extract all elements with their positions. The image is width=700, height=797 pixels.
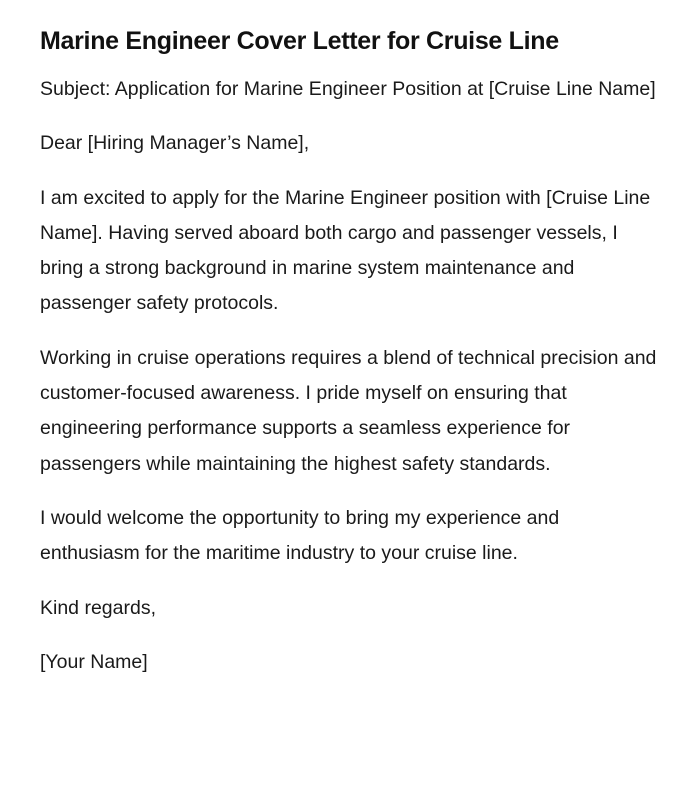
letter-closing: Kind regards, <box>40 596 156 619</box>
letter-paragraph-closing: I would welcome the opportunity to bring my experience and enthusiasm for the maritime industry to your cruise line. <box>40 506 560 565</box>
letter-signature: [Your Name] <box>40 650 148 673</box>
letter-paragraph-body: Working in cruise operations requires a blend of technical precision and customer-focused awareness. I pride myself on ensuring that engineering performance supports a seamless experience for passengers while maintaining the highest safety standards. <box>40 346 657 475</box>
letter-title: Marine Engineer Cover Letter for Cruise Line <box>40 27 559 55</box>
letter-salutation: Dear [Hiring Manager’s Name], <box>40 132 310 155</box>
letter-paragraph-intro: I am excited to apply for the Marine Engineer position with [Cruise Line Name]. Having served aboard both cargo and passenger vessels, I bring a strong background in marine system maintenance and passenger safety protocols. <box>40 186 651 315</box>
letter-subject: Subject: Application for Marine Engineer Position at [Cruise Line Name] <box>40 78 656 100</box>
